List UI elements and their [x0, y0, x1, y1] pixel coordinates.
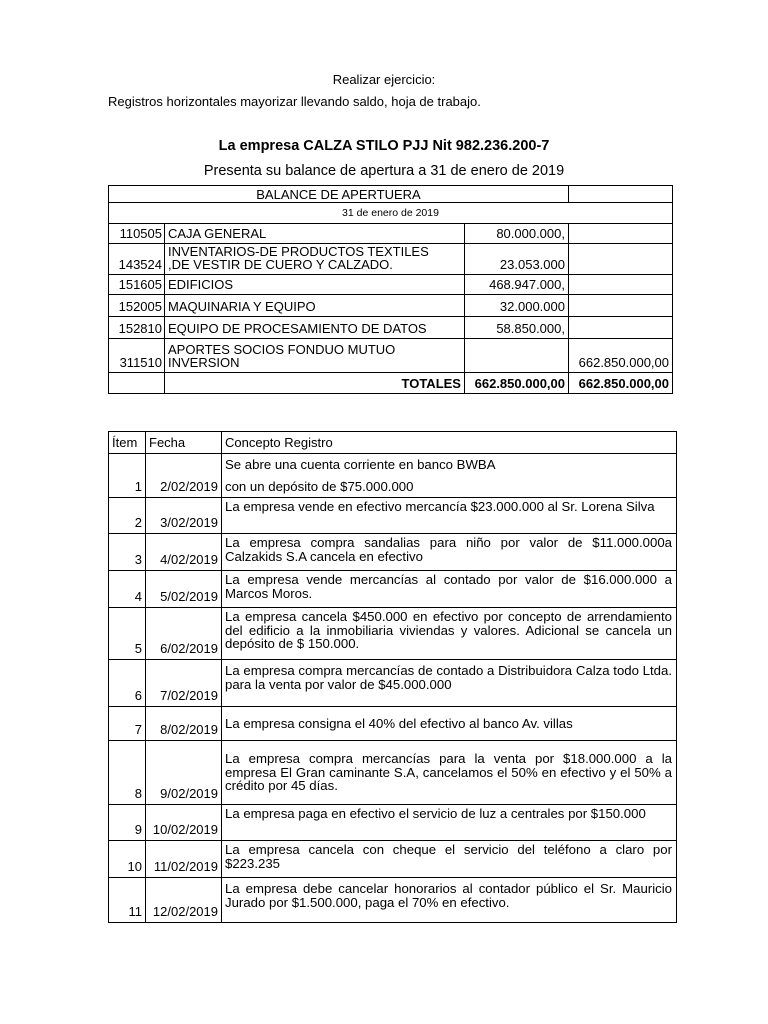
balance-row [109, 339, 673, 373]
entry-concept: La empresa cancela con cheque el servicio del teléfono a claro por $223.235 [222, 841, 677, 878]
entry-concept: La empresa consigna el 40% del efectivo al banco Av. villas [222, 707, 677, 741]
debit-value: 80.000.000, [464, 224, 568, 244]
debit-value: 32.000.000 [464, 295, 568, 317]
account-name [165, 339, 465, 373]
item-number: 5 [109, 608, 146, 660]
journal-row [109, 660, 677, 707]
item-number: 6 [109, 660, 146, 707]
instruction-line-2: Registros horizontales mayorizar llevando saldo, hoja de trabajo. [108, 94, 481, 109]
entry-concept: La empresa debe cancelar honorarios al contador público el Sr. Mauricio Jurado por $1.500.000, paga el 70% en efectivo. [222, 878, 677, 923]
item-number: 9 [109, 805, 146, 841]
entry-concept-line: Se abre una cuenta corriente en banco BWBA [225, 456, 496, 472]
journal-row [109, 707, 677, 741]
entry-date: 7/02/2019 [146, 660, 222, 707]
item-number: 10 [109, 841, 146, 878]
balance-row [109, 295, 673, 317]
journal-row [109, 608, 677, 660]
journal-entries-table [108, 431, 677, 923]
account-name-line: ,DE VESTIR DE CUERO Y CALZADO. [168, 257, 393, 272]
entry-date: 11/02/2019 [146, 841, 222, 878]
entry-date: 8/02/2019 [146, 707, 222, 741]
item-number: 11 [109, 878, 146, 923]
entry-concept: La empresa vende mercancías al contado por valor de $16.000.000 a Marcos Moros. [222, 571, 677, 608]
totals-label: TOTALES [165, 373, 465, 394]
entry-concept: La empresa compra mercancías para la venta por $18.000.000 a la empresa El Gran caminante S.A, cancelamos el 50% en efectivo y el 50% a crédito por 45 días. [222, 741, 677, 805]
item-number: 1 [109, 454, 146, 498]
debit-value: 58.850.000, [464, 317, 568, 339]
credit-value [569, 244, 673, 275]
account-name: MAQUINARIA Y EQUIPO [165, 295, 465, 317]
document-title: La empresa CALZA STILO PJJ Nit 982.236.200-7 [218, 138, 550, 154]
credit-value [569, 275, 673, 295]
balance-row [109, 317, 673, 339]
account-code: 152005 [109, 295, 165, 317]
entry-date: 10/02/2019 [146, 805, 222, 841]
account-name-line: APORTES SOCIOS FONDUO MUTUO [168, 342, 396, 357]
entry-date: 6/02/2019 [146, 608, 222, 660]
balance-row [109, 224, 673, 244]
entry-date: 4/02/2019 [146, 534, 222, 571]
balance-row [109, 275, 673, 295]
account-name: CAJA GENERAL [165, 224, 465, 244]
account-code: 110505 [109, 224, 165, 244]
balance-heading-blank [569, 186, 673, 203]
totals-blank [109, 373, 165, 394]
account-code: 151605 [109, 275, 165, 295]
balance-date: 31 de enero de 2019 [109, 203, 673, 224]
entry-concept: La empresa vende en efectivo mercancía $23.000.000 al Sr. Lorena Silva [222, 498, 677, 534]
credit-value [569, 317, 673, 339]
account-name-line: INVENTARIOS-DE PRODUCTOS TEXTILES [168, 244, 429, 259]
concepto-header: Concepto Registro [222, 432, 677, 454]
total-debit: 662.850.000,00 [464, 373, 568, 394]
debit-value: 23.053.000 [464, 244, 568, 275]
entry-concept [222, 454, 677, 498]
item-number: 7 [109, 707, 146, 741]
journal-row [109, 534, 677, 571]
instruction-line-1: Realizar ejercicio: [332, 72, 436, 87]
item-number: 3 [109, 534, 146, 571]
debit-value: 468.947.000, [464, 275, 568, 295]
entry-concept: La empresa cancela $450.000 en efectivo por concepto de arrendamiento del edificio a la inmobiliaria viviendas y valores. Adicional se cancela un depósito de $ 150.000. [222, 608, 677, 660]
item-number: 4 [109, 571, 146, 608]
entry-concept-line: con un depósito de $75.000.000 [225, 479, 414, 494]
journal-row [109, 841, 677, 878]
entry-concept: La empresa paga en efectivo el servicio de luz a centrales por $150.000 [222, 805, 677, 841]
item-number: 8 [109, 741, 146, 805]
journal-row [109, 878, 677, 923]
account-name [165, 244, 465, 275]
item-number: 2 [109, 498, 146, 534]
journal-row [109, 805, 677, 841]
journal-row [109, 571, 677, 608]
entry-concept: La empresa compra sandalias para niño por valor de $11.000.000a Calzakids S.A cancela en efectivo [222, 534, 677, 571]
account-name: EDIFICIOS [165, 275, 465, 295]
entry-date: 12/02/2019 [146, 878, 222, 923]
credit-value [569, 224, 673, 244]
balance-row [109, 244, 673, 275]
debit-value [464, 339, 568, 373]
journal-row [109, 454, 677, 498]
document-subtitle: Presenta su balance de apertura a 31 de enero de 2019 [203, 163, 565, 179]
opening-balance-table [108, 185, 673, 394]
entry-date: 3/02/2019 [146, 498, 222, 534]
journal-row [109, 741, 677, 805]
entry-date: 2/02/2019 [146, 454, 222, 498]
account-code: 143524 [109, 244, 165, 275]
account-code: 311510 [109, 339, 165, 373]
item-header: Ítem [109, 432, 146, 454]
balance-heading: BALANCE DE APERTUERA [109, 186, 569, 203]
account-name: EQUIPO DE PROCESAMIENTO DE DATOS [165, 317, 465, 339]
journal-header-row [109, 432, 677, 454]
entry-date: 5/02/2019 [146, 571, 222, 608]
account-name-line: INVERSION [168, 355, 240, 370]
credit-value [569, 295, 673, 317]
credit-value: 662.850.000,00 [569, 339, 673, 373]
journal-row [109, 498, 677, 534]
entry-concept: La empresa compra mercancías de contado a Distribuidora Calza todo Ltda. para la venta por valor de $45.000.000 [222, 660, 677, 707]
entry-date: 9/02/2019 [146, 741, 222, 805]
fecha-header: Fecha [146, 432, 222, 454]
account-code: 152810 [109, 317, 165, 339]
balance-totals-row [109, 373, 673, 394]
total-credit: 662.850.000,00 [569, 373, 673, 394]
